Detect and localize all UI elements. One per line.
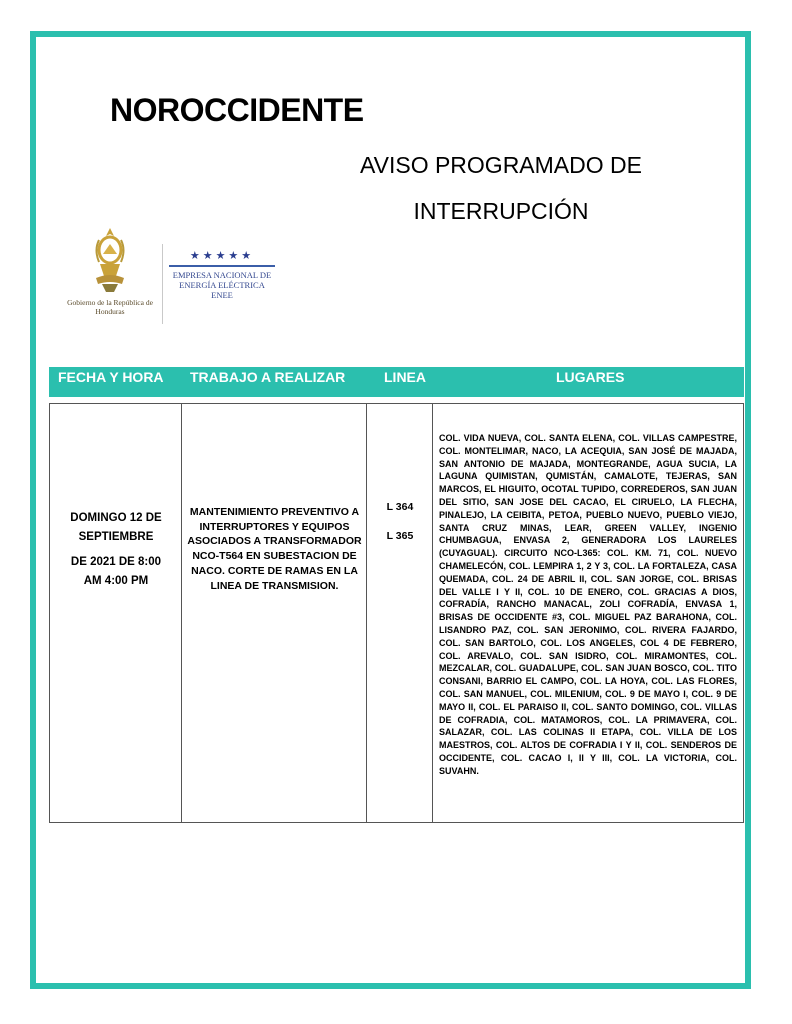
date-line-2: SEPTIEMBRE	[78, 531, 154, 543]
header-places: LUGARES	[556, 369, 625, 385]
line-item: L 364	[386, 501, 414, 513]
header-date: FECHA Y HORA	[58, 369, 164, 385]
region-title: NOROCCIDENTE	[110, 92, 364, 128]
line-list	[367, 500, 433, 558]
stars-icon: ★★★★★	[189, 250, 255, 262]
enee-logo-line-1: EMPRESA NACIONAL DE	[172, 270, 272, 280]
government-logo-caption: Gobierno de la República de Honduras	[67, 298, 153, 316]
places-cell	[433, 404, 743, 822]
line-cell	[367, 404, 433, 822]
affected-places: COL. VIDA NUEVA, COL. SANTA ELENA, COL. VILLAS CAMPESTRE, COL. MONTELIMAR, NACO, LA ACEQUIA, SAN JOSÉ DE MAJADA, SAN ANTONIO DE MAJADA, MONTEGRANDE, AGUA SUCIA, LA LAGUNA QUIMISTAN, QUMISTÁN, CAMALOTE, TEJERAS, SAN MARCOS, EL HIGUITO, OCOTAL TUPIDO, CORREDEROS, SAN JUAN DEL SITIO, SAN JOSE DEL CACAO, EL CIRUELO, LA FLECHA, PINALEJO, LA CEIBITA, PETOA, PUEBLO NUEVO, PUEBLO VIEJO, SANTA CRUZ MINAS, LEAR, GREEN VALLEY, INGENIO CHUMBAGUA, ENVASA 2, GENERADORA LOS LAURELES (CUYAGUAL). CIRCUITO NCO-L365: COL. KM. 71, COL. NUEVO CHAMELECÓN, COL. LEMPIRA 1, 2 Y 3, COL. LA FORTALEZA, CASA QUEMADA, COL. 24 DE ABRIL II, COL. SAN JORGE, COL. BRISAS DEL VALLE I Y II, COL. 10 DE ENERO, COL. GRACIAS A DIOS, COFRADÍA, RANCHO MANACAL, ZOLI COFRADÍA, ENVASA 1, BRISAS DE OCCIDENTE #3, COL. MIGUEL PAZ BARAHONA, COL. LISANDRO PAZ, COL. SAN JERONIMO, COL. RIVERA FAJARDO, COL. SAN BARTOLO, COL. LOS ANGELES, COL 4 DE FEBRERO, COL. AREVALO, COL. SAN ISIDRO, COL. MIRAMONTES, COL. MEZCALAR, COL. GUADALUPE, COL. SAN JUAN BOSCO, COL. TITO CONSANI, BARRIO EL CAMPO, COL. LA HOYA, COL. LAS FLORES, COL. SAN MANUEL, COL. MILENIUM, COL. 9 DE MAYO I, COL. 9 DE MAYO II, COL. EL PARAISO II, COL. SANTO DOMINGO, COL. VILLAS DE COFRADIA, COL. MATAMOROS, COL. LA PRIMAVERA, COL. SALAZAR, COL. LAS COLINAS II ETAPA, COL. VILLA DE LOS MAESTROS, COL. ALTOS DE COFRADIA I Y II, COL. SENDEROS DE OCCIDENTE, COL. CACAO I, II Y III, COL. LA VICTORIA, COL. SUVAHN.	[439, 433, 737, 776]
logo-bar	[169, 265, 275, 267]
line-item: L 365	[386, 530, 414, 542]
government-logo	[62, 226, 158, 324]
work-cell	[182, 404, 367, 822]
header-line: LINEA	[384, 369, 426, 385]
date-line-1: DOMINGO 12 DE	[70, 512, 162, 524]
header-work: TRABAJO A REALIZAR	[190, 369, 346, 385]
logo-divider	[162, 244, 163, 324]
enee-logo-line-3: ENEE	[211, 290, 233, 300]
table-header	[49, 367, 744, 397]
date-cell	[50, 404, 182, 822]
notice-title: AVISO PROGRAMADO DE INTERRUPCIÓN	[359, 152, 642, 224]
date-line-4: AM 4:00 PM	[83, 575, 149, 587]
enee-logo-line-2: ENERGÍA ELÉCTRICA	[179, 280, 265, 290]
date-time	[50, 509, 182, 591]
outage-table	[49, 403, 744, 823]
coat-of-arms-icon	[90, 226, 130, 296]
enee-logo	[166, 250, 278, 320]
work-description: MANTENIMIENTO PREVENTIVO A INTERRUPTORES Y EQUIPOS ASOCIADOS A TRANSFORMADOR NCO-T564 EN SUBESTACION DE NACO. CORTE DE RAMAS EN LA LINEA DE TRANSMISION.	[187, 506, 362, 592]
date-line-3: DE 2021 DE 8:00	[70, 556, 162, 568]
